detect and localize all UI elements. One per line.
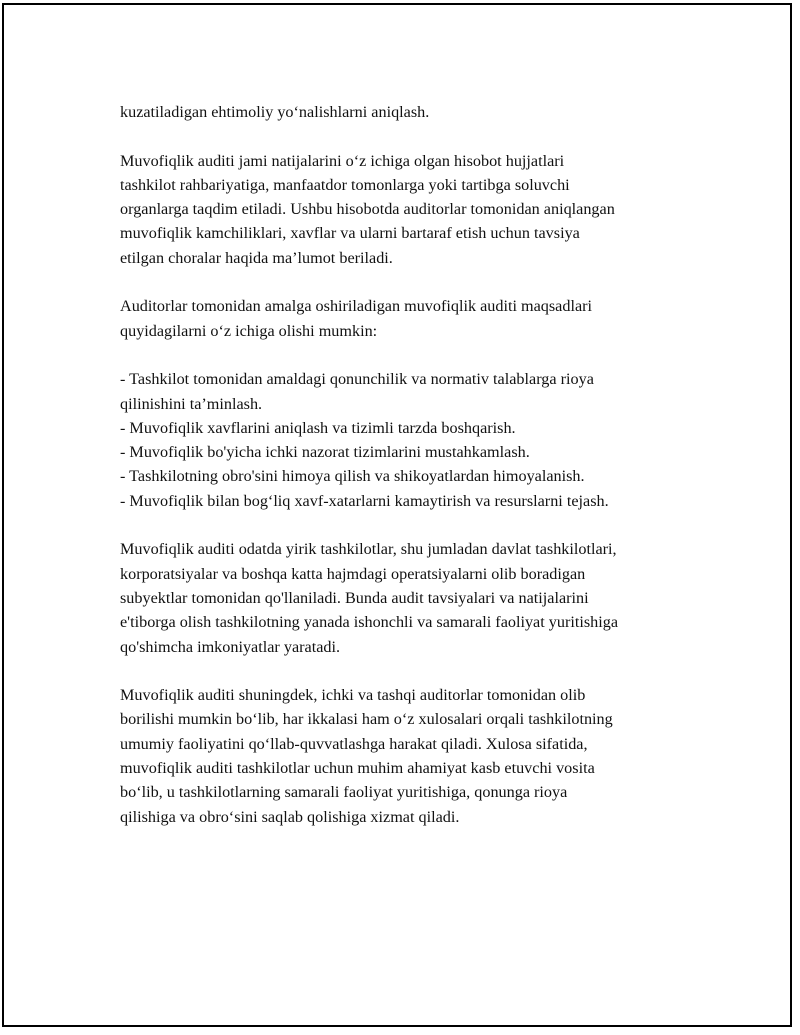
paragraph-conclusion: Muvofiqlik auditi shuningdek, ichki va tashqi auditorlar tomonidan olib borilishi mumkin bo‘lib, har ikkalasi ham o‘z xulosalari orqali tashkilotning umumiy faoliyatini qo‘llab-quvvatlashga harakat qiladi. Xulosa sifatida, muvofiqlik auditi tashkilotlar uchun muhim ahamiyat kasb etuvchi vosita bo‘lib, u tashkilotlarning samarali faoliyat yuritishiga, qonunga rioya qilishiga va obro‘sini saqlab qolishiga xizmat qiladi. [120, 686, 613, 826]
objectives-list [120, 367, 695, 513]
paragraph-intro-continuation: kuzatiladigan ehtimoliy yo‘nalishlarni aniqlash. [120, 103, 430, 121]
list-item: - Muvofiqlik xavflarini aniqlash va tizimli tarzda boshqarish. [120, 418, 516, 437]
paragraph-large-organizations: Muvofiqlik auditi odatda yirik tashkilotlar, shu jumladan davlat tashkilotlari, korporatsiyalar va boshqa katta hajmdagi operatsiyalarni olib boradigan subyektlar tomonidan qo'llaniladi. Bunda audit tavsiyalari va natijalarini e'tiborga olish tashkilotning yanada ishonchli va samarali faoliyat yuritishiga qo'shimcha imkoniyatlar yaratadi. [120, 540, 619, 656]
list-item: - Muvofiqlik bo'yicha ichki nazorat tizimlarini mustahkamlash. [120, 443, 530, 462]
document-page [2, 3, 792, 1027]
list-item: - Tashkilot tomonidan amaldagi qonunchilik va normativ talablarga rioya qilinishini ta’minlash. [120, 370, 594, 413]
document-body [120, 100, 695, 853]
list-item: - Muvofiqlik bilan bog‘liq xavf-xatarlarni kamaytirish va resurslarni tejash. [120, 491, 609, 510]
paragraph-report-submission: Muvofiqlik auditi jami natijalarini o‘z ichiga olgan hisobot hujjatlari tashkilot rahbariyatiga, manfaatdor tomonlarga yoki tartibga soluvchi organlarga taqdim etiladi. Ushbu hisobotda auditorlar tomonidan aniqlangan muvofiqlik kamchiliklari, xavflar va ularni bartaraf etish uchun tavsiya etilgan choralar haqida ma’lumot beriladi. [120, 151, 615, 267]
list-item: - Tashkilotning obro'sini himoya qilish va shikoyatlardan himoyalanish. [120, 467, 585, 486]
paragraph-audit-objectives-intro: Auditorlar tomonidan amalga oshiriladigan muvofiqlik auditi maqsadlari quyidagilarni o‘z ichiga olishi mumkin: [120, 297, 593, 340]
